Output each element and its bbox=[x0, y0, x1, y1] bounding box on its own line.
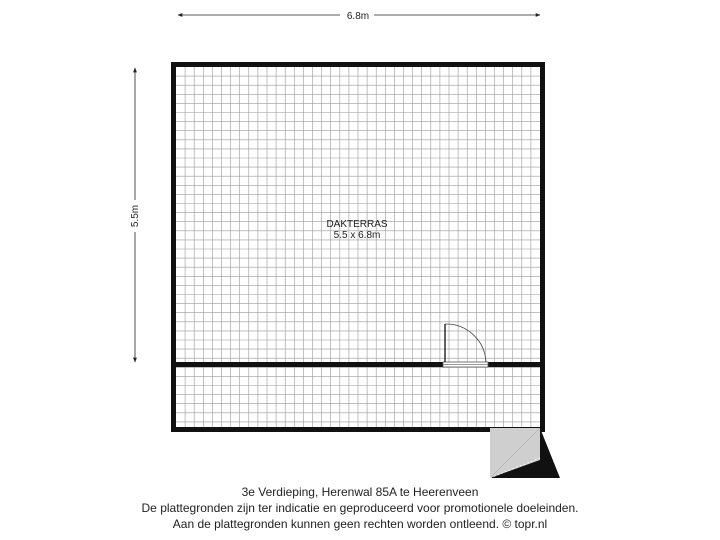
grid-lines bbox=[176, 67, 540, 427]
height-dimension bbox=[130, 68, 141, 362]
door-swing-arc bbox=[445, 324, 486, 362]
compass-icon bbox=[490, 428, 560, 478]
room-size: 5.5 x 6.8m bbox=[333, 230, 381, 241]
width-label: 6.8m bbox=[346, 11, 370, 22]
door bbox=[443, 324, 488, 367]
inner-wall-right bbox=[488, 362, 543, 367]
width-dimension bbox=[178, 11, 540, 22]
height-label: 5.5m bbox=[130, 204, 141, 228]
tile-grid bbox=[176, 67, 540, 427]
inner-wall-left bbox=[173, 362, 443, 367]
disclaimer-line-1: De plattegronden zijn ter indicatie en geproduceerd voor promotionele doeleinden. bbox=[141, 501, 579, 515]
room-name: DAKTERRAS bbox=[326, 219, 388, 230]
floor-caption: 3e Verdieping, Herenwal 85A te Heerenveen bbox=[241, 485, 479, 499]
disclaimer-line-2: Aan de plattegronden kunnen geen rechten worden ontleend. © topr.nl bbox=[172, 517, 548, 531]
